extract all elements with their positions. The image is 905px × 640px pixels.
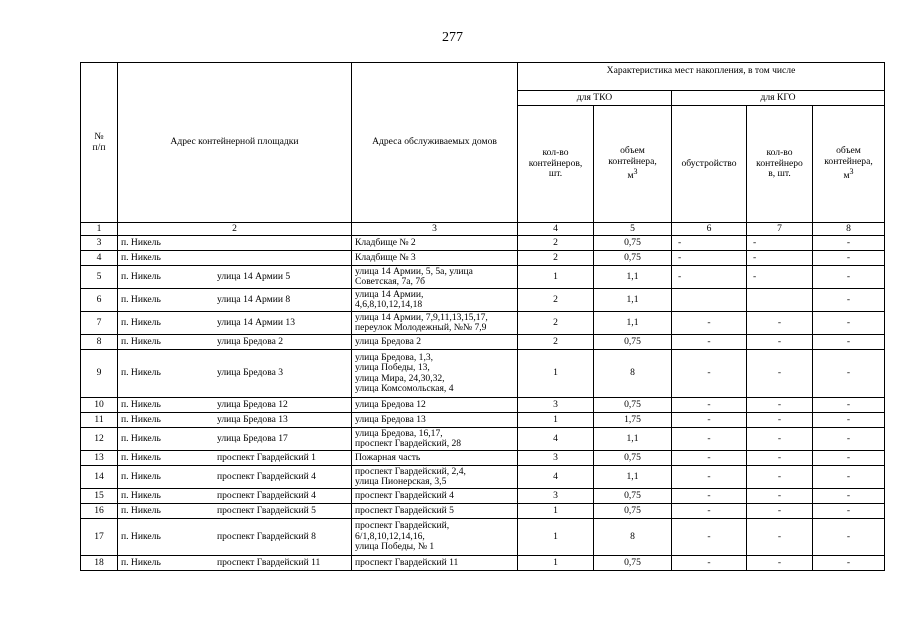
header-tko-volume: объем контейнера, $м^3$ bbox=[594, 106, 672, 223]
tko-container-volume: 8 bbox=[594, 519, 672, 556]
container-street: проспект Гвардейский 4 bbox=[217, 489, 316, 501]
container-street: улица 14 Армии 8 bbox=[217, 293, 291, 305]
settlement: п. Никель bbox=[121, 504, 161, 516]
kgo-container-count bbox=[747, 289, 813, 312]
tko-container-volume: 1,1 bbox=[594, 312, 672, 335]
table-row bbox=[81, 350, 885, 398]
table-header bbox=[81, 63, 885, 236]
table-row bbox=[81, 266, 885, 289]
header-characteristics: Характеристика мест накопления, в том числе bbox=[518, 63, 885, 91]
container-street: проспект Гвардейский 4 bbox=[217, 470, 316, 482]
kgo-arrangement: - bbox=[672, 556, 747, 571]
row-number: 15 bbox=[81, 489, 118, 504]
tko-container-count: 2 bbox=[518, 251, 594, 266]
container-address bbox=[118, 251, 352, 266]
waste-site-table bbox=[80, 62, 885, 571]
table-row bbox=[81, 413, 885, 428]
header-kgo-volume: объем контейнера, $м^3$ bbox=[813, 106, 885, 223]
settlement: п. Никель bbox=[121, 556, 161, 568]
served-addresses: проспект Гвардейский 5 bbox=[352, 504, 518, 519]
kgo-arrangement: - bbox=[672, 466, 747, 489]
settlement: п. Никель bbox=[121, 270, 161, 282]
kgo-container-volume: - bbox=[813, 428, 885, 451]
row-number: 4 bbox=[81, 251, 118, 266]
settlement: п. Никель bbox=[121, 530, 161, 542]
served-addresses: улица 14 Армии, 4,6,8,10,12,14,18 bbox=[352, 289, 518, 312]
table-row bbox=[81, 489, 885, 504]
kgo-container-volume: - bbox=[813, 398, 885, 413]
tko-container-volume: 1,75 bbox=[594, 413, 672, 428]
kgo-container-count: - bbox=[747, 451, 813, 466]
container-address bbox=[118, 519, 352, 556]
kgo-arrangement: - bbox=[672, 413, 747, 428]
kgo-container-count: - bbox=[747, 413, 813, 428]
served-addresses: улица Бредова 13 bbox=[352, 413, 518, 428]
kgo-arrangement bbox=[672, 289, 747, 312]
kgo-container-volume: - bbox=[813, 556, 885, 571]
settlement: п. Никель bbox=[121, 489, 161, 501]
kgo-arrangement: - bbox=[672, 312, 747, 335]
tko-container-count: 1 bbox=[518, 266, 594, 289]
row-number: 8 bbox=[81, 335, 118, 350]
container-address bbox=[118, 398, 352, 413]
container-street: улица Бредова 2 bbox=[217, 335, 284, 347]
container-address bbox=[118, 350, 352, 398]
table-row bbox=[81, 335, 885, 350]
tko-container-volume: 0,75 bbox=[594, 504, 672, 519]
kgo-container-volume: - bbox=[813, 251, 885, 266]
kgo-arrangement: - bbox=[672, 350, 747, 398]
kgo-container-volume: - bbox=[813, 266, 885, 289]
kgo-arrangement: - bbox=[672, 335, 747, 350]
table-row bbox=[81, 556, 885, 571]
kgo-arrangement: - bbox=[672, 428, 747, 451]
table-row bbox=[81, 251, 885, 266]
container-street: улица Бредова 17 bbox=[217, 432, 288, 444]
served-addresses: проспект Гвардейский, 2,4, улица Пионерская, 3,5 bbox=[352, 466, 518, 489]
container-street: проспект Гвардейский 1 bbox=[217, 451, 316, 463]
kgo-container-count: - bbox=[747, 466, 813, 489]
served-addresses: улица Бредова, 16,17, проспект Гвардейский, 28 bbox=[352, 428, 518, 451]
served-addresses: улица 14 Армии, 7,9,11,13,15,17, переулок Молодежный, №№ 7,9 bbox=[352, 312, 518, 335]
kgo-container-volume: - bbox=[813, 451, 885, 466]
tko-container-count: 2 bbox=[518, 312, 594, 335]
table-row bbox=[81, 466, 885, 489]
row-number: 3 bbox=[81, 236, 118, 251]
header-container-address: Адрес контейнерной площадки bbox=[118, 63, 352, 223]
kgo-container-volume: - bbox=[813, 504, 885, 519]
tko-container-count: 2 bbox=[518, 289, 594, 312]
container-address bbox=[118, 289, 352, 312]
tko-container-volume: 0,75 bbox=[594, 335, 672, 350]
tko-container-volume: 0,75 bbox=[594, 451, 672, 466]
table-body bbox=[81, 236, 885, 571]
table-row bbox=[81, 312, 885, 335]
kgo-container-volume: - bbox=[813, 236, 885, 251]
served-addresses: Кладбище № 2 bbox=[352, 236, 518, 251]
table-row bbox=[81, 504, 885, 519]
tko-container-count: 4 bbox=[518, 466, 594, 489]
container-street: проспект Гвардейский 8 bbox=[217, 530, 316, 542]
kgo-container-count: - bbox=[747, 335, 813, 350]
served-addresses: Кладбище № 3 bbox=[352, 251, 518, 266]
container-street: проспект Гвардейский 5 bbox=[217, 504, 316, 516]
tko-container-volume: 1,1 bbox=[594, 266, 672, 289]
row-number: 13 bbox=[81, 451, 118, 466]
table-row bbox=[81, 451, 885, 466]
table-row bbox=[81, 289, 885, 312]
row-number: 9 bbox=[81, 350, 118, 398]
container-address bbox=[118, 489, 352, 504]
kgo-arrangement: - bbox=[672, 451, 747, 466]
tko-container-volume: 0,75 bbox=[594, 489, 672, 504]
tko-container-volume: 1,1 bbox=[594, 289, 672, 312]
row-number: 7 bbox=[81, 312, 118, 335]
kgo-container-count: - bbox=[747, 428, 813, 451]
settlement: п. Никель bbox=[121, 451, 161, 463]
kgo-container-volume: - bbox=[813, 489, 885, 504]
settlement: п. Никель bbox=[121, 398, 161, 410]
column-number: 8 bbox=[813, 223, 885, 236]
row-number: 12 bbox=[81, 428, 118, 451]
tko-container-volume: 0,75 bbox=[594, 236, 672, 251]
page-number: 277 bbox=[442, 30, 463, 45]
kgo-container-volume: - bbox=[813, 312, 885, 335]
settlement: п. Никель bbox=[121, 293, 161, 305]
column-number: 3 bbox=[352, 223, 518, 236]
served-addresses: проспект Гвардейский, 6/1,8,10,12,14,16, улица Победы, № 1 bbox=[352, 519, 518, 556]
settlement: п. Никель bbox=[121, 251, 161, 263]
header-tko-count: кол-во контейнеров, шт. bbox=[518, 106, 594, 223]
kgo-container-volume: - bbox=[813, 289, 885, 312]
tko-container-count: 1 bbox=[518, 504, 594, 519]
tko-container-count: 1 bbox=[518, 519, 594, 556]
served-addresses: проспект Гвардейский 11 bbox=[352, 556, 518, 571]
tko-container-volume: 0,75 bbox=[594, 251, 672, 266]
container-street: улица Бредова 13 bbox=[217, 413, 288, 425]
kgo-container-volume: - bbox=[813, 413, 885, 428]
tko-container-volume: 8 bbox=[594, 350, 672, 398]
settlement: п. Никель bbox=[121, 316, 161, 328]
served-addresses: улица 14 Армии, 5, 5а, улица Советская, 7а, 7б bbox=[352, 266, 518, 289]
table-row bbox=[81, 519, 885, 556]
kgo-container-count: - bbox=[747, 251, 813, 266]
header-kgo-count: кол-во контейнеро в, шт. bbox=[747, 106, 813, 223]
header-kgo: для КГО bbox=[672, 91, 885, 106]
kgo-container-count: - bbox=[747, 504, 813, 519]
served-addresses: улица Бредова 12 bbox=[352, 398, 518, 413]
kgo-container-count: - bbox=[747, 236, 813, 251]
table-row bbox=[81, 236, 885, 251]
tko-container-count: 3 bbox=[518, 451, 594, 466]
row-number: 6 bbox=[81, 289, 118, 312]
row-number: 11 bbox=[81, 413, 118, 428]
table-row bbox=[81, 398, 885, 413]
served-addresses: проспект Гвардейский 4 bbox=[352, 489, 518, 504]
container-address bbox=[118, 312, 352, 335]
kgo-container-count: - bbox=[747, 312, 813, 335]
kgo-arrangement: - bbox=[672, 398, 747, 413]
row-number: 5 bbox=[81, 266, 118, 289]
container-address bbox=[118, 504, 352, 519]
column-number: 2 bbox=[118, 223, 352, 236]
tko-container-count: 2 bbox=[518, 335, 594, 350]
kgo-container-count: - bbox=[747, 350, 813, 398]
column-number: 7 bbox=[747, 223, 813, 236]
kgo-container-count: - bbox=[747, 266, 813, 289]
tko-container-volume: 1,1 bbox=[594, 466, 672, 489]
header-tko: для ТКО bbox=[518, 91, 672, 106]
tko-container-count: 3 bbox=[518, 398, 594, 413]
column-number: 6 bbox=[672, 223, 747, 236]
column-number: 1 bbox=[81, 223, 118, 236]
settlement: п. Никель bbox=[121, 470, 161, 482]
kgo-arrangement: - bbox=[672, 519, 747, 556]
settlement: п. Никель bbox=[121, 236, 161, 248]
tko-container-count: 1 bbox=[518, 413, 594, 428]
kgo-container-volume: - bbox=[813, 350, 885, 398]
container-address bbox=[118, 451, 352, 466]
column-number: 4 bbox=[518, 223, 594, 236]
kgo-container-volume: - bbox=[813, 519, 885, 556]
container-address bbox=[118, 266, 352, 289]
table-row bbox=[81, 428, 885, 451]
served-addresses: улица Бредова, 1,3, улица Победы, 13, улица Мира, 24,30,32, улица Комсомольская, 4 bbox=[352, 350, 518, 398]
row-number: 16 bbox=[81, 504, 118, 519]
kgo-container-count: - bbox=[747, 489, 813, 504]
kgo-container-count: - bbox=[747, 398, 813, 413]
tko-container-volume: 0,75 bbox=[594, 556, 672, 571]
tko-container-volume: 1,1 bbox=[594, 428, 672, 451]
served-addresses: Пожарная часть bbox=[352, 451, 518, 466]
tko-container-volume: 0,75 bbox=[594, 398, 672, 413]
container-address bbox=[118, 413, 352, 428]
tko-container-count: 2 bbox=[518, 236, 594, 251]
header-kgo-arrangement: обустройство bbox=[672, 106, 747, 223]
row-number: 10 bbox=[81, 398, 118, 413]
settlement: п. Никель bbox=[121, 367, 161, 379]
kgo-arrangement: - bbox=[672, 251, 747, 266]
container-street: проспект Гвардейский 11 bbox=[217, 556, 321, 568]
container-street: улица Бредова 3 bbox=[217, 367, 284, 379]
container-street: улица 14 Армии 5 bbox=[217, 270, 291, 282]
column-number-row bbox=[81, 223, 885, 236]
kgo-arrangement: - bbox=[672, 504, 747, 519]
container-street: улица 14 Армии 13 bbox=[217, 316, 295, 328]
kgo-container-count: - bbox=[747, 556, 813, 571]
tko-container-count: 1 bbox=[518, 556, 594, 571]
container-address bbox=[118, 428, 352, 451]
header-num: № п/п bbox=[81, 63, 118, 223]
kgo-arrangement: - bbox=[672, 489, 747, 504]
row-number: 14 bbox=[81, 466, 118, 489]
container-street: улица Бредова 12 bbox=[217, 398, 288, 410]
container-address bbox=[118, 335, 352, 350]
row-number: 17 bbox=[81, 519, 118, 556]
kgo-container-volume: - bbox=[813, 466, 885, 489]
settlement: п. Никель bbox=[121, 432, 161, 444]
kgo-arrangement: - bbox=[672, 236, 747, 251]
served-addresses: улица Бредова 2 bbox=[352, 335, 518, 350]
container-address bbox=[118, 556, 352, 571]
settlement: п. Никель bbox=[121, 413, 161, 425]
row-number: 18 bbox=[81, 556, 118, 571]
container-address bbox=[118, 466, 352, 489]
settlement: п. Никель bbox=[121, 335, 161, 347]
container-address bbox=[118, 236, 352, 251]
column-number: 5 bbox=[594, 223, 672, 236]
tko-container-count: 4 bbox=[518, 428, 594, 451]
tko-container-count: 3 bbox=[518, 489, 594, 504]
kgo-container-count: - bbox=[747, 519, 813, 556]
kgo-arrangement: - bbox=[672, 266, 747, 289]
header-served-addresses: Адреса обслуживаемых домов bbox=[352, 63, 518, 223]
tko-container-count: 1 bbox=[518, 350, 594, 398]
kgo-container-volume: - bbox=[813, 335, 885, 350]
